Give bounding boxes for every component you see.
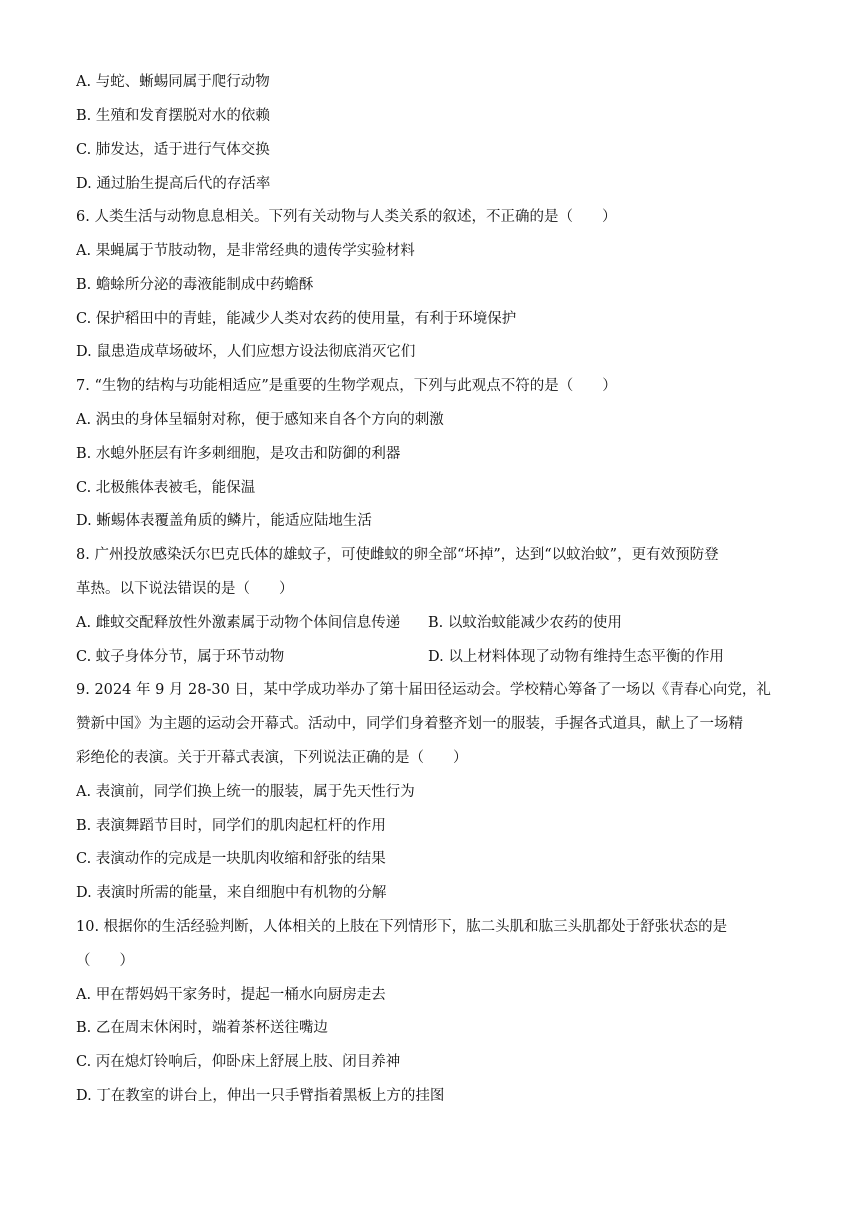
q8-option-d: D. 以上材料体现了动物有维持生态平衡的作用 [428,649,724,665]
q9-option-b: B. 表演舞蹈节目时，同学们的肌肉起杠杆的作用 [76,818,386,834]
q10-option-c: C. 丙在熄灯铃响后，仰卧床上舒展上肢、闭目养神 [76,1054,401,1070]
q8-option-a: A. 雌蚊交配释放性外激素属于动物个体间信息传递 [76,615,401,631]
q7-option-c: C. 北极熊体表被毛，能保温 [76,480,256,496]
q9-stem-line1: 9. 2024 年 9 月 28-30 日，某中学成功举办了第十届田径运动会。学校精心筹备了一场以《青春心向党，礼 [76,682,771,698]
q9-option-c: C. 表演动作的完成是一块肌肉收缩和舒张的结果 [76,851,386,867]
q5-option-d: D. 通过胎生提高后代的存活率 [76,176,271,192]
q7-option-a: A. 涡虫的身体呈辐射对称，便于感知来自各个方向的刺激 [76,412,444,428]
q6-stem: 6. 人类生活与动物息息相关。下列有关动物与人类关系的叙述，不正确的是（ ） [76,209,617,225]
q9-stem-line2: 赞新中国》为主题的运动会开幕式。活动中，同学们身着整齐划一的服装，手握各式道具，献上了一场精 [76,716,743,732]
q8-option-c: C. 蚊子身体分节，属于环节动物 [76,649,285,665]
q7-stem: 7. “生物的结构与功能相适应”是重要的生物学观点，下列与此观点不符的是（ ） [76,378,617,394]
q5-option-c: C. 肺发达，适于进行气体交换 [76,142,270,158]
q9-option-a: A. 表演前，同学们换上统一的服装，属于先天性行为 [76,784,415,800]
q8-stem-line1: 8. 广州投放感染沃尔巴克氏体的雄蚊子，可使雌蚊的卵全部“坏掉”，达到“以蚊治蚊”，更有效预防登 [76,547,719,563]
q9-option-d: D. 表演时所需的能量，来自细胞中有机物的分解 [76,885,387,901]
q6-option-b: B. 蟾蜍所分泌的毒液能制成中药蟾酥 [76,277,314,293]
q10-stem-line1: 10. 根据你的生活经验判断，人体相关的上肢在下列情形下，肱二头肌和肱三头肌都处于舒张状态的是 [76,919,728,935]
q6-option-a: A. 果蝇属于节肢动物，是非常经典的遗传学实验材料 [76,243,415,259]
q7-option-b: B. 水螅外胚层有许多刺细胞，是攻击和防御的利器 [76,446,401,462]
q10-option-a: A. 甲在帮妈妈干家务时，提起一桶水向厨房走去 [76,987,386,1003]
q8-option-b: B. 以蚊治蚊能减少农药的使用 [428,615,622,631]
q10-option-d: D. 丁在教室的讲台上，伸出一只手臂指着黑板上方的挂图 [76,1088,445,1104]
q10-option-b: B. 乙在周末休闲时，端着茶杯送往嘴边 [76,1020,328,1036]
q6-option-d: D. 鼠患造成草场破坏，人们应想方设法彻底消灭它们 [76,344,416,360]
q9-stem-line3: 彩绝伦的表演。关于开幕式表演，下列说法正确的是（ ） [76,750,468,766]
q10-stem-line2: （ ） [76,953,134,969]
q8-stem-line2: 革热。以下说法错误的是（ ） [76,581,294,597]
q5-option-b: B. 生殖和发育摆脱对水的依赖 [76,108,270,124]
q5-option-a: A. 与蛇、蜥蜴同属于爬行动物 [76,74,270,90]
q6-option-c: C. 保护稻田中的青蛙，能减少人类对农药的使用量，有利于环境保护 [76,311,517,327]
q7-option-d: D. 蜥蜴体表覆盖角质的鳞片，能适应陆地生活 [76,513,372,529]
